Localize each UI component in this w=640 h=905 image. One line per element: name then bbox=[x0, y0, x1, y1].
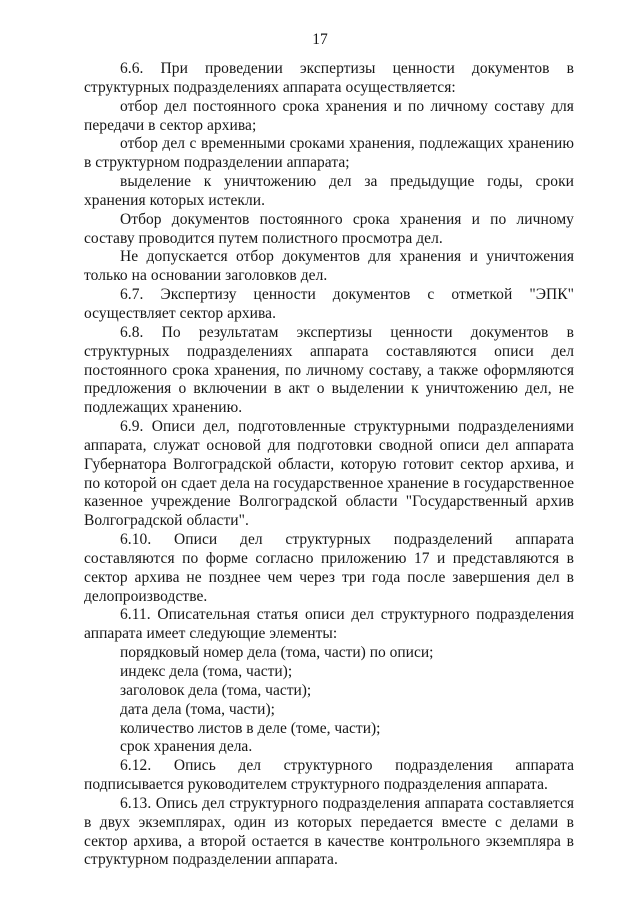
document-body bbox=[84, 60, 574, 870]
list-item: дата дела (тома, части); bbox=[120, 700, 275, 718]
paragraph-sheet-review: Отбор документов постоянного срока хранения и по личному составу проводится путем полистного просмотра дел. bbox=[84, 210, 574, 247]
paragraph-6-8: 6.8. По результатам экспертизы ценности документов в структурных подразделениях аппарата составляются описи дел постоянного срока хранения, по личному составу, а также оформляются предложения о включении в акт о выделении к уничтожению дел, не подлежащих хранению. bbox=[84, 323, 574, 417]
paragraph-6-7: 6.7. Экспертизу ценности документов с отметкой "ЭПК" осуществляет сектор архива. bbox=[84, 286, 574, 322]
paragraph-not-allowed: Не допускается отбор документов для хранения и уничтожения только на основании заголовков дел. bbox=[84, 248, 574, 285]
paragraph-6-13: 6.13. Опись дел структурного подразделения аппарата составляется в двух экземплярах, один из которых передается вместе с делами в сектор архива, а второй остается в качестве контрольного экземпляра в структурном подразделении аппарата. bbox=[84, 794, 574, 869]
list-item: индекс дела (тома, части); bbox=[120, 663, 293, 680]
paragraph-6-11: 6.11. Описательная статья описи дел структурного подразделения аппарата имеет следующие элементы: bbox=[84, 606, 574, 643]
paragraph-destruction: выделение к уничтожению дел за предыдущие годы, сроки хранения которых истекли. bbox=[84, 173, 574, 209]
page-number: 17 bbox=[312, 31, 328, 48]
list-item: срок хранения дела. bbox=[120, 738, 253, 756]
paragraph-6-12: 6.12. Опись дел структурного подразделения аппарата подписывается руководителем структурного подразделения аппарата. bbox=[84, 757, 574, 794]
paragraph-6-6: 6.6. При проведении экспертизы ценности документов в структурных подразделениях аппарата осуществляется: bbox=[84, 60, 574, 96]
paragraph-6-10: 6.10. Описи дел структурных подразделений аппарата составляются по форме согласно приложению 17 и представляются в сектор архива не позднее чем через три года после завершения дел в делопроизводстве. bbox=[84, 531, 574, 605]
list-item: заголовок дела (тома, части); bbox=[120, 681, 312, 699]
list-item: количество листов в деле (томе, части); bbox=[120, 719, 381, 737]
list-item: порядковый номер дела (тома, части) по описи; bbox=[120, 644, 434, 662]
paragraph-selection-permanent: отбор дел постоянного срока хранения и по личному составу для передачи в сектор архива; bbox=[84, 97, 574, 134]
paragraph-selection-temporary: отбор дел с временными сроками хранения, подлежащих хранению в структурном подразделении аппарата; bbox=[84, 135, 574, 172]
paragraph-6-9: 6.9. Описи дел, подготовленные структурными подразделениями аппарата, служат основой для подготовки сводной описи дел аппарата Губернатора Волгоградской области, которую готовит сектор архива, и по которой он сдает дела на государственное хранение в государственное казенное учреждение Волгоградской области "Государственный архив Волгоградской области". bbox=[84, 418, 574, 530]
